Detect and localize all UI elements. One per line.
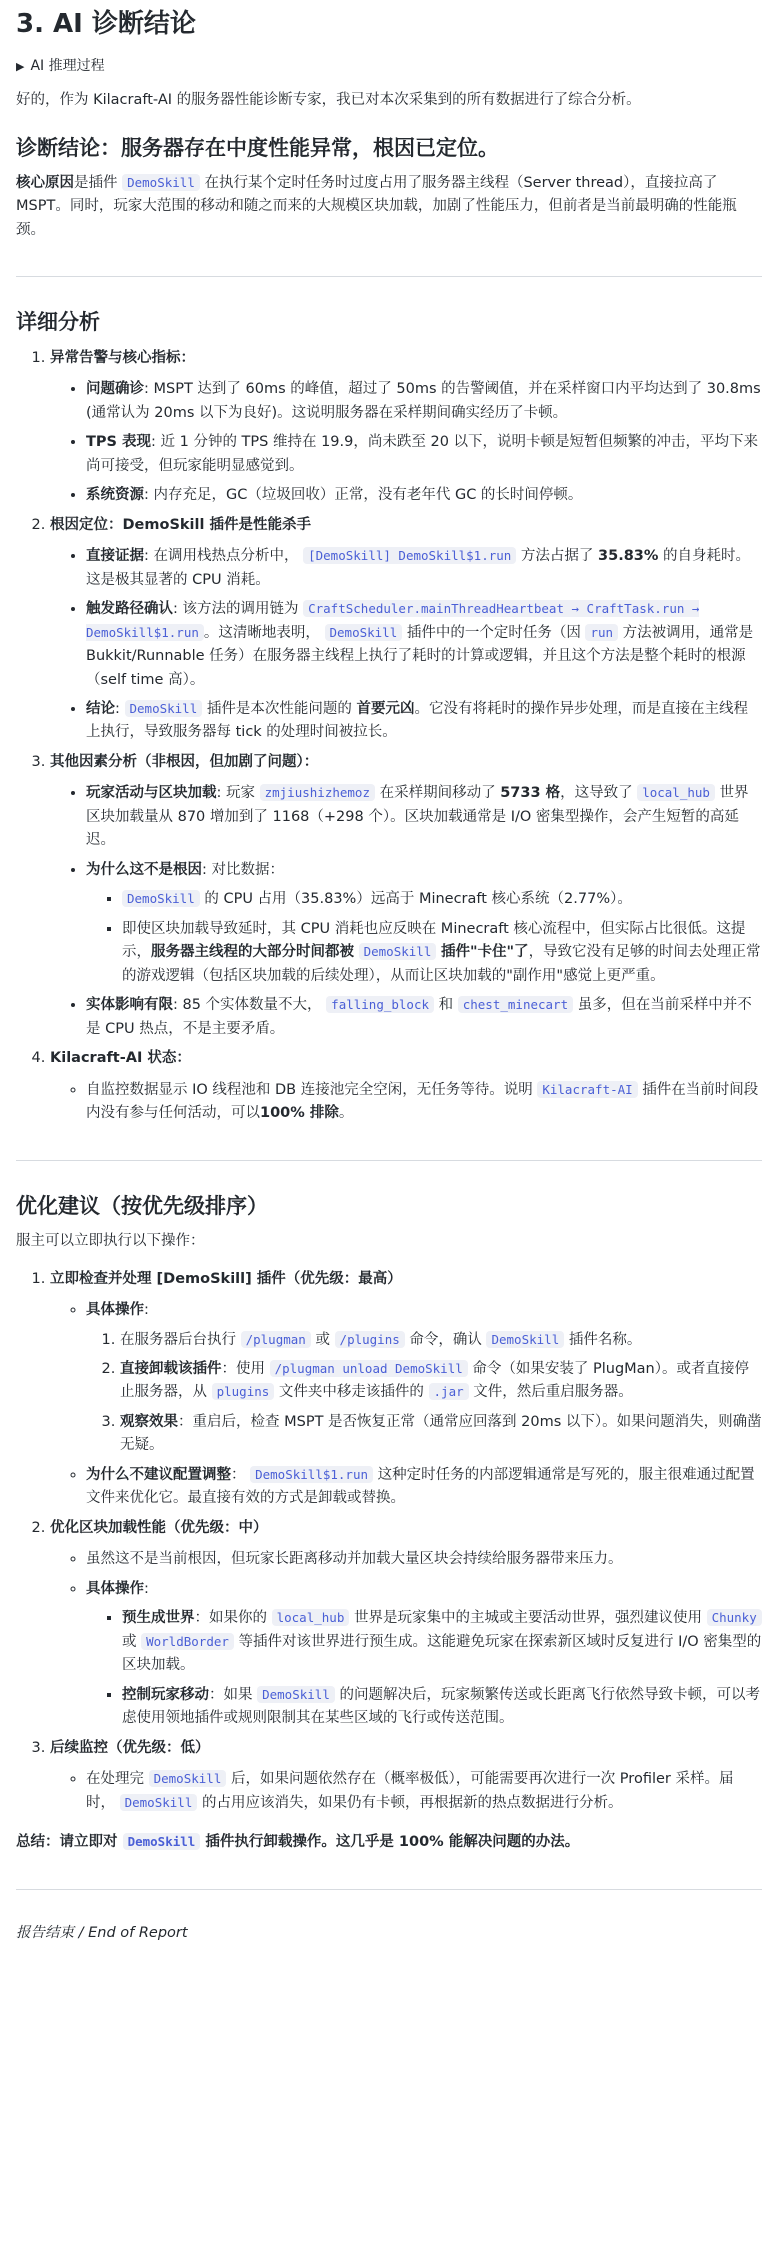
list-item: ◦ 具体操作: ▪ 预生成世界：如果你的 local_hub 世界是玩家集中的主城或主要活动世界，强烈建议使用 Chunky 或 WorldBorder 等插件对该世界进行预生成。这能避免玩家在探索新区域时反复进行 I/O 密集型的区块加载。 ▪ 控制玩家移动：如果 DemoSkill 的问题解决后，玩家频繁传送或长距离飞行依然导致卡顿，可以考虑使用领地插件或规则限制其在某些区域的飞行或传送范围。 [86, 1578, 762, 1731]
list-item: ▪ DemoSkill 的 CPU 占用（35.83%）远高于 Minecraft 核心系统（2.77%）。 [122, 888, 762, 911]
analysis-item-3: 3. 其他因素分析（非根因，但加剧了问题）： • 玩家活动与区块加载: 玩家 zmjiushizhemoz 在采样期间移动了 5733 格，这导致了 local_hub 世界区块加载量从 870 增加到了 1168（+298 个）。区块加载通常是 I/O 密集型操作，会产生短暂的高延迟。 • 为什么这不是根因: 对比数据： ▪ DemoSkill 的 CPU 占用（35.83%）远高于 Minecraft 核心系统（2.77%）。 ▪ 即使区块加载导致延时，其 CPU 消耗也应反映在 Minecraft 核心流程中，但实际占比很低。这提示，服务器主线程的大部分时间都被 DemoSkill 插件"卡住"了，导致它没有足够的时间去处理正常的游戏逻辑（包括区块加载的后续处理），从而让区块加载的"副作用"感觉上更严重。 • 实体影响有限: 85 个实体数量不大， falling_block 和 chest_minecart 虽多，但在当前采样中并不是 CPU 热点，不是主要矛盾。 [50, 751, 762, 1041]
end-of-report: 报告结束 / End of Report [16, 1924, 188, 1941]
list-item: ◦ 在处理完 DemoSkill 后，如果问题依然存在（概率极低），可能需要再次进行一次 Profiler 采样。届时， DemoSkill 的占用应该消失，如果仍有卡顿，再根据新的热点数据进行分析。 [86, 1768, 762, 1815]
list-item: ◦ 具体操作: 1. 在服务器后台执行 /plugman 或 /plugins 命令，确认 DemoSkill 插件名称。 2. 直接卸载该插件：使用 /plugman unload DemoSkill 命令（如果安装了 PlugMan）。或者直接停止服务器，从 plugins 文件夹中移走该插件的 .jar 文件，然后重启服务器。 3. 观察效果：重启后，检查 MSPT 是否恢复正常（通常应回落到 20ms 以下）。如果问题消失，则确凿无疑。 [86, 1299, 762, 1458]
list-item: ▪ 预生成世界：如果你的 local_hub 世界是玩家集中的主城或主要活动世界，强烈建议使用 Chunky 或 WorldBorder 等插件对该世界进行预生成。这能避免玩家在探索新区域时反复进行 I/O 密集型的区块加载。 [122, 1607, 762, 1677]
analysis-list [16, 347, 762, 1126]
reasoning-toggle-label: AI 推理过程 [30, 57, 105, 74]
analysis-item-2: 2. 根因定位：DemoSkill 插件是性能杀手 • 直接证据: 在调用栈热点分析中， [DemoSkill] DemoSkill$1.run 方法占据了 35.83% 的自身耗时。这是极其显著的 CPU 消耗。 • 触发路径确认: 该方法的调用链为 CraftScheduler.mainThreadHeartbeat → CraftTask.run → DemoSkill$1.run 。这清晰地表明， DemoSkill 插件中的一个定时任务（因 run 方法被调用，通常是 Bukkit/Runnable 任务）在服务器主线程上执行了耗时的计算或逻辑，并且这个方法是整个耗时的根源（self time 高）。 • 结论: DemoSkill 插件是本次性能问题的 首要元凶。它没有将耗时的操作异步处理，而是直接在主线程上执行，导致服务器每 tick 的处理时间被拉长。 [50, 514, 762, 745]
list-item: ◦ 为什么不建议配置调整： DemoSkill$1.run 这种定时任务的内部逻辑通常是写死的，服主很难通过配置文件来优化它。最直接有效的方式是卸载或替换。 [86, 1464, 762, 1511]
recommendation-item-3: 3. 后续监控（优先级：低） ◦ 在处理完 DemoSkill 后，如果问题依然存在（概率极低），可能需要再次进行一次 Profiler 采样。届时， DemoSkill 的占用应该消失，如果仍有卡顿，再根据新的热点数据进行分析。 [50, 1737, 762, 1815]
triangle-right-icon: ▶ [16, 59, 25, 73]
list-item: • 触发路径确认: 该方法的调用链为 CraftScheduler.mainThreadHeartbeat → CraftTask.run → DemoSkill$1.run 。这清晰地表明， DemoSkill 插件中的一个定时任务（因 run 方法被调用，通常是 Bukkit/Runnable 任务）在服务器主线程上执行了耗时的计算或逻辑，并且这个方法是整个耗时的根源（self time 高）。 [86, 598, 762, 692]
analysis-item-1: 1. 异常告警与核心指标： • 问题确诊: MSPT 达到了 60ms 的峰值，超过了 50ms 的告警阈值，并在采样窗口内平均达到了 30.8ms (通常认为 20ms 以下为良好)。这说明服务器在采样期间确实经历了卡顿。 • TPS 表现: 近 1 分钟的 TPS 维持在 19.9，尚未跌至 20 以下，说明卡顿是短暂但频繁的冲击，平均下来尚可接受，但玩家能明显感觉到。 • 系统资源: 内存充足，GC（垃圾回收）正常，没有老年代 GC 的长时间停顿。 [50, 347, 762, 508]
list-item: ◦ 自监控数据显示 IO 线程池和 DB 连接池完全空闲，无任务等待。说明 Kilacraft-AI 插件在当前时间段内没有参与任何活动，可以100% 排除。 [86, 1079, 762, 1126]
conclusion-text: 核心原因是插件 DemoSkill 在执行某个定时任务时过度占用了服务器主线程（Server thread），直接拉高了 MSPT。同时，玩家大范围的移动和随之而来的大规模区块加载，加剧了性能压力，但前者是当前最明确的性能瓶颈。 [16, 174, 737, 238]
list-item: ◦ 虽然这不是当前根因，但玩家长距离移动并加载大量区块会持续给服务器带来压力。 [86, 1548, 762, 1571]
recommendation-item-1: 1. 立即检查并处理 [DemoSkill] 插件（优先级：最高） ◦ 具体操作: 1. 在服务器后台执行 /plugman 或 /plugins 命令，确认 DemoSkill 插件名称。 2. 直接卸载该插件：使用 /plugman unload DemoSkill 命令（如果安装了 PlugMan）。或者直接停止服务器，从 plugins 文件夹中移走该插件的 .jar 文件，然后重启服务器。 3. 观察效果：重启后，检查 MSPT 是否恢复正常（通常应回落到 20ms 以下）。如果问题消失，则确凿无疑。 ◦ 为什么不建议配置调整： DemoSkill$1.run 这种定时任务的内部逻辑通常是写死的，服主很难通过配置文件来优化它。最直接有效的方式是卸载或替换。 [50, 1268, 762, 1511]
reasoning-toggle[interactable] [16, 55, 762, 78]
divider [16, 1889, 762, 1890]
divider [16, 1160, 762, 1161]
analysis-item-4: 4. Kilacraft-AI 状态： ◦ 自监控数据显示 IO 线程池和 DB 连接池完全空闲，无任务等待。说明 Kilacraft-AI 插件在当前时间段内没有参与任何活动，可以100% 排除。 [50, 1047, 762, 1125]
list-item: • 实体影响有限: 85 个实体数量不大， falling_block 和 chest_minecart 虽多，但在当前采样中并不是 CPU 热点，不是主要矛盾。 [86, 994, 762, 1041]
list-item: ▪ 即使区块加载导致延时，其 CPU 消耗也应反映在 Minecraft 核心流程中，但实际占比很低。这提示，服务器主线程的大部分时间都被 DemoSkill 插件"卡住"了，导致它没有足够的时间去处理正常的游戏逻辑（包括区块加载的后续处理），从而让区块加载的"副作用"感觉上更严重。 [122, 918, 762, 988]
divider [16, 276, 762, 277]
list-item: • 为什么这不是根因: 对比数据： ▪ DemoSkill 的 CPU 占用（35.83%）远高于 Minecraft 核心系统（2.77%）。 ▪ 即使区块加载导致延时，其 CPU 消耗也应反映在 Minecraft 核心流程中，但实际占比很低。这提示，服务器主线程的大部分时间都被 DemoSkill 插件"卡住"了，导致它没有足够的时间去处理正常的游戏逻辑（包括区块加载的后续处理），从而让区块加载的"副作用"感觉上更严重。 [86, 859, 762, 988]
list-item: ▪ 控制玩家移动：如果 DemoSkill 的问题解决后，玩家频繁传送或长距离飞行依然导致卡顿，可以考虑使用领地插件或规则限制其在某些区域的飞行或传送范围。 [122, 1684, 762, 1731]
page-title: 3. AI 诊断结论 [16, 9, 196, 39]
list-item: 2. 直接卸载该插件：使用 /plugman unload DemoSkill 命令（如果安装了 PlugMan）。或者直接停止服务器，从 plugins 文件夹中移走该插件的 .jar 文件，然后重启服务器。 [120, 1358, 762, 1405]
summary-text: 总结：请立即对 DemoSkill 插件执行卸载操作。这几乎是 100% 能解决问题的办法。 [16, 1834, 580, 1851]
recommendations-intro: 服主可以立即执行以下操作： [16, 1233, 205, 1250]
recommendations-list [16, 1268, 762, 1816]
list-item: 1. 在服务器后台执行 /plugman 或 /plugins 命令，确认 DemoSkill 插件名称。 [120, 1329, 762, 1352]
list-item: • 问题确诊: MSPT 达到了 60ms 的峰值，超过了 50ms 的告警阈值，并在采样窗口内平均达到了 30.8ms (通常认为 20ms 以下为良好)。这说明服务器在采样期间确实经历了卡顿。 [86, 378, 762, 425]
list-item: • TPS 表现: 近 1 分钟的 TPS 维持在 19.9，尚未跌至 20 以下，说明卡顿是短暂但频繁的冲击，平均下来尚可接受，但玩家能明显感觉到。 [86, 431, 762, 478]
list-item: 3. 观察效果：重启后，检查 MSPT 是否恢复正常（通常应回落到 20ms 以下）。如果问题消失，则确凿无疑。 [120, 1411, 762, 1458]
list-item: • 玩家活动与区块加载: 玩家 zmjiushizhemoz 在采样期间移动了 5733 格，这导致了 local_hub 世界区块加载量从 870 增加到了 1168（+298 个）。区块加载通常是 I/O 密集型操作，会产生短暂的高延迟。 [86, 782, 762, 852]
conclusion-title: 诊断结论：服务器存在中度性能异常，根因已定位。 [16, 135, 499, 160]
recommendation-item-2: 2. 优化区块加载性能（优先级：中） ◦ 虽然这不是当前根因，但玩家长距离移动并加载大量区块会持续给服务器带来压力。 ◦ 具体操作: ▪ 预生成世界：如果你的 local_hub 世界是玩家集中的主城或主要活动世界，强烈建议使用 Chunky 或 WorldBorder 等插件对该世界进行预生成。这能避免玩家在探索新区域时反复进行 I/O 密集型的区块加载。 ▪ 控制玩家移动：如果 DemoSkill 的问题解决后，玩家频繁传送或长距离飞行依然导致卡顿，可以考虑使用领地插件或规则限制其在某些区域的飞行或传送范围。 [50, 1517, 762, 1731]
list-item: • 直接证据: 在调用栈热点分析中， [DemoSkill] DemoSkill$1.run 方法占据了 35.83% 的自身耗时。这是极其显著的 CPU 消耗。 [86, 545, 762, 592]
list-item: • 结论: DemoSkill 插件是本次性能问题的 首要元凶。它没有将耗时的操作异步处理，而是直接在主线程上执行，导致服务器每 tick 的处理时间被拉长。 [86, 698, 762, 745]
analysis-title: 详细分析 [16, 310, 100, 335]
intro-text: 好的，作为 Kilacraft-AI 的服务器性能诊断专家，我已对本次采集到的所有数据进行了综合分析。 [16, 92, 641, 109]
list-item: • 系统资源: 内存充足，GC（垃圾回收）正常，没有老年代 GC 的长时间停顿。 [86, 484, 762, 507]
recommendations-title: 优化建议（按优先级排序） [16, 1193, 268, 1218]
